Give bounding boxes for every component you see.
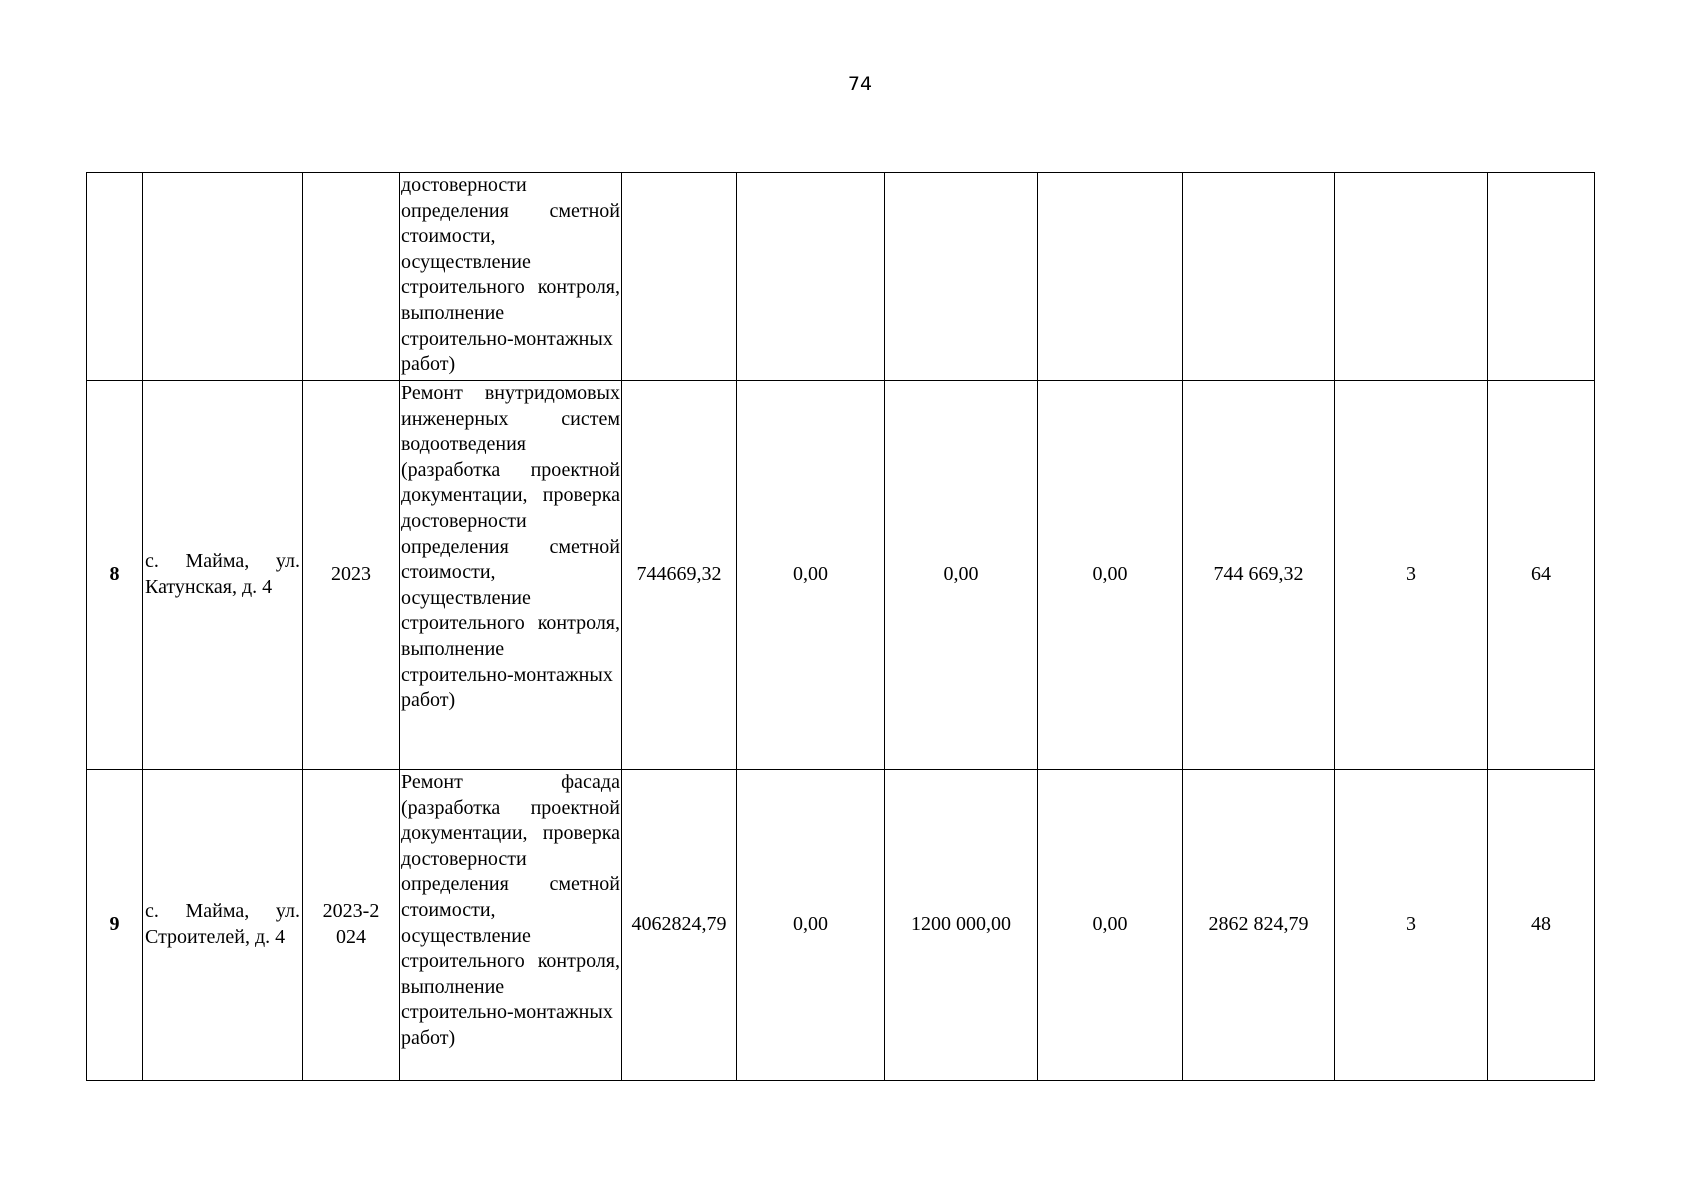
row-number: 9 <box>87 770 143 1081</box>
row-number: 8 <box>87 381 143 770</box>
value-cell: 3 <box>1335 770 1488 1081</box>
works-table <box>86 172 1595 1081</box>
value-cell: 48 <box>1488 770 1595 1081</box>
total-cost-cell: 4062824,79 <box>622 770 737 1081</box>
value-cell: 0,00 <box>1038 381 1183 770</box>
value-cell: 0,00 <box>737 381 885 770</box>
work-description: Ремонт фасада (разработка проектной документации, проверка достоверности определения сметной стоимости, осуществление строительного контроля, выполнение строительно-монтажных работ) <box>401 771 620 1049</box>
year-cell <box>303 173 400 381</box>
address-line-1: с. Майма, ул. <box>145 900 300 923</box>
value-cell: 744 669,32 <box>1183 381 1335 770</box>
address-cell <box>143 770 303 1081</box>
year-text: 2023-2024 <box>322 900 380 948</box>
address-line-2: Катунская, д. 4 <box>145 576 273 598</box>
description-cell <box>400 381 622 770</box>
table-row <box>87 173 1595 381</box>
value-cell <box>1183 173 1335 381</box>
table-row <box>87 381 1595 770</box>
work-description: Ремонт внутридомовых инженерных систем водоотведения (разработка проектной документации, проверка достоверности определения сметной стоимости, осуществление строительного контроля, выполнение строительно-монтажных работ) <box>401 382 620 712</box>
address-line-1: с. Майма, ул. <box>145 550 300 573</box>
value-cell: 0,00 <box>737 770 885 1081</box>
value-cell: 0,00 <box>885 381 1038 770</box>
row-number <box>87 173 143 381</box>
value-cell: 0,00 <box>1038 770 1183 1081</box>
description-cell <box>400 173 622 381</box>
total-cost-cell <box>622 173 737 381</box>
value-cell: 2862 824,79 <box>1183 770 1335 1081</box>
total-cost-cell: 744669,32 <box>622 381 737 770</box>
value-cell <box>737 173 885 381</box>
work-description: достоверности определения сметной стоимости, осуществление строительного контроля, выполнение строительно-монтажных работ) <box>401 174 620 376</box>
address-line-2: Строителей, д. 4 <box>145 926 286 948</box>
year-cell <box>303 770 400 1081</box>
value-cell: 1200 000,00 <box>885 770 1038 1081</box>
address-cell <box>143 173 303 381</box>
table-row <box>87 770 1595 1081</box>
value-cell <box>885 173 1038 381</box>
address-cell <box>143 381 303 770</box>
value-cell: 3 <box>1335 381 1488 770</box>
value-cell <box>1488 173 1595 381</box>
description-cell <box>400 770 622 1081</box>
value-cell <box>1335 173 1488 381</box>
page-number: 74 <box>847 73 873 95</box>
value-cell <box>1038 173 1183 381</box>
value-cell: 64 <box>1488 381 1595 770</box>
year-cell: 2023 <box>303 381 400 770</box>
